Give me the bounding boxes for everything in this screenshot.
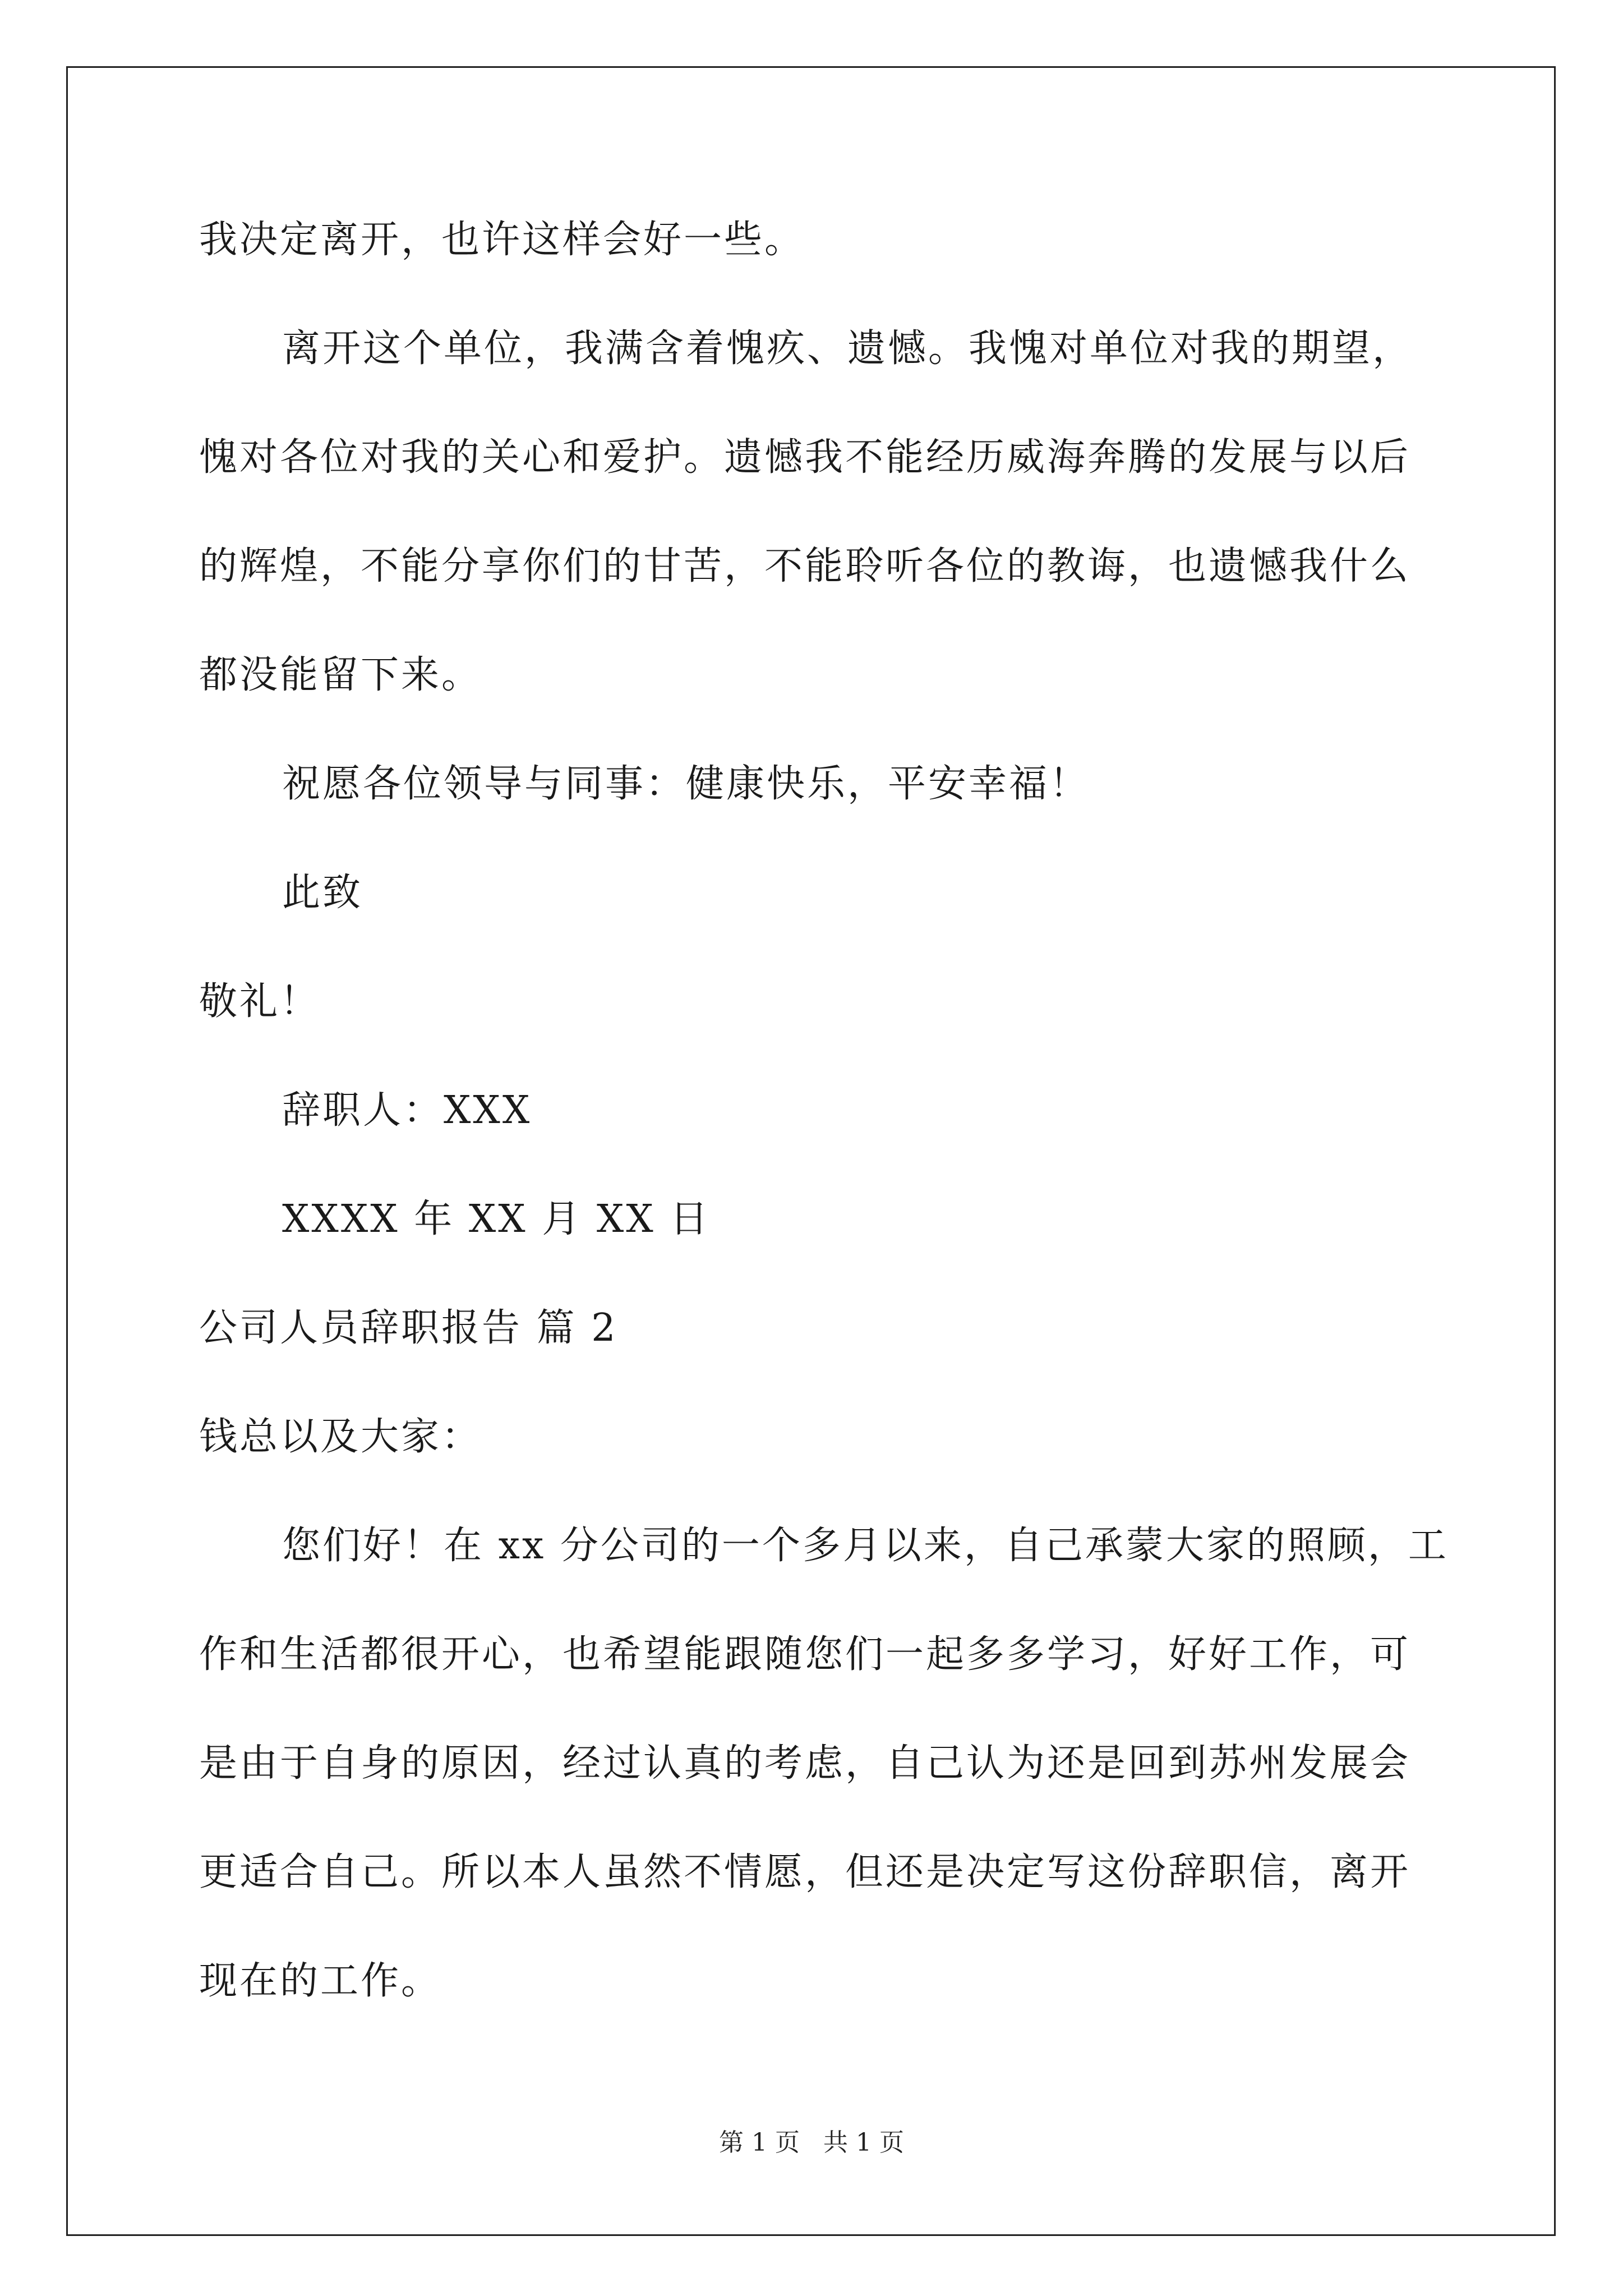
date-line: XXXX 年 XX 月 XX 日 bbox=[282, 1197, 711, 1241]
paragraph-line: 离开这个单位，我满含着愧疚、遗憾。我愧对单位对我的期望， bbox=[282, 326, 1413, 371]
signature-line: 辞职人：XXX bbox=[282, 1088, 532, 1133]
paragraph-line: 您们好！在 xx 分公司的一个多月以来，自己承蒙大家的照顾，工 bbox=[282, 1524, 1449, 1568]
salutation: 钱总以及大家： bbox=[199, 1415, 482, 1459]
page-total: 共 1 页 bbox=[823, 2128, 904, 2157]
paragraph-line: 作和生活都很开心，也希望能跟随您们一起多多学习，好好工作，可 bbox=[199, 1632, 1411, 1677]
closing-cizhi: 此致 bbox=[282, 871, 363, 915]
paragraph-line: 都没能留下来。 bbox=[199, 653, 482, 697]
closing-jingli: 敬礼！ bbox=[199, 979, 321, 1024]
text-line: 我决定离开，也许这样会好一些。 bbox=[199, 218, 805, 262]
wishes-line: 祝愿各位领导与同事：健康快乐，平安幸福！ bbox=[282, 762, 1090, 806]
paragraph-line: 现在的工作。 bbox=[199, 1959, 442, 2003]
paragraph-line: 的辉煌，不能分享你们的甘苦，不能聆听各位的教诲，也遗憾我什么 bbox=[199, 544, 1411, 588]
paragraph-regret bbox=[199, 322, 1433, 702]
paragraph-greeting bbox=[199, 1519, 1449, 2008]
paragraph-line: 愧对各位对我的关心和爱护。遗憾我不能经历威海奔腾的发展与以后 bbox=[199, 435, 1411, 480]
page-number: 第 1 页 bbox=[719, 2128, 800, 2157]
page-footer bbox=[0, 2126, 1623, 2160]
section-heading: 公司人员辞职报告 篇 2 bbox=[199, 1306, 618, 1350]
paragraph-line: 更适合自己。所以本人虽然不情愿，但还是决定写这份辞职信，离开 bbox=[199, 1850, 1411, 1894]
document-body bbox=[199, 213, 1449, 2063]
paragraph-line: 是由于自身的原因，经过认真的考虑，自己认为还是回到苏州发展会 bbox=[199, 1741, 1411, 1786]
